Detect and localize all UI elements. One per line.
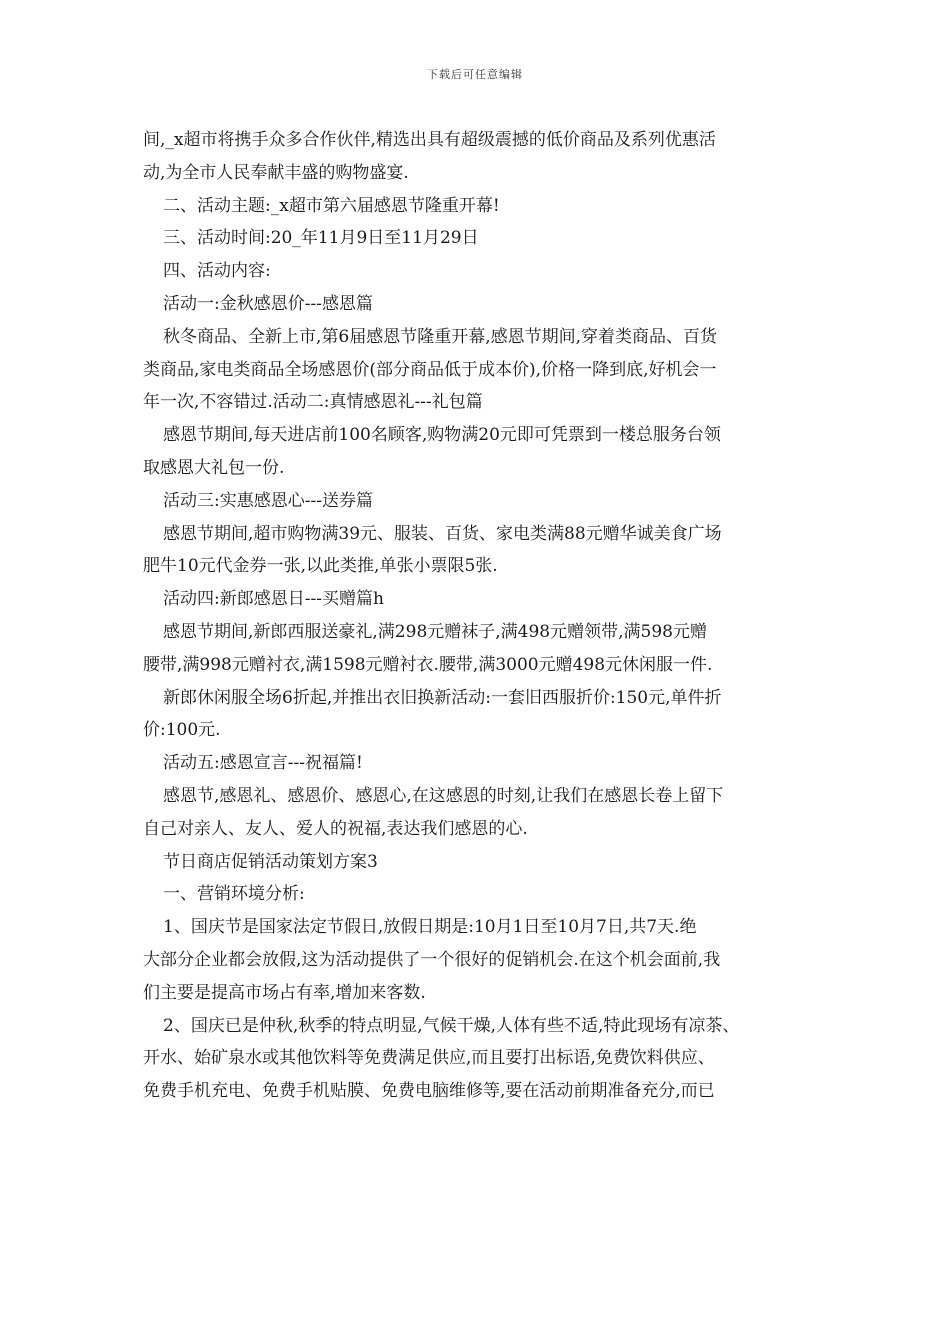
text-line: 三、活动时间:20_年11月9日至11月29日 xyxy=(163,228,479,249)
text-line: 秋冬商品、全新上市,第6届感恩节隆重开幕,感恩节期间,穿着类商品、百货 xyxy=(163,326,718,347)
text-line: 免费手机充电、免费手机贴膜、免费电脑维修等,要在活动前期准备充分,而已 xyxy=(143,1081,715,1102)
document-body xyxy=(143,124,819,1108)
text-line: 感恩节期间,每天进店前100名顾客,购物满20元即可凭票到一楼总服务台领 xyxy=(163,425,721,446)
text-line: 类商品,家电类商品全场感恩价(部分商品低于成本价),价格一降到底,好机会一 xyxy=(143,359,717,380)
text-line: 腰带,满998元赠衬衣,满1598元赠衬衣.腰带,满3000元赠498元休闲服一件. xyxy=(143,654,713,675)
text-line: 感恩节期间,超市购物满39元、服装、百货、家电类满88元赠华诚美食广场 xyxy=(163,523,722,544)
text-line: 四、活动内容: xyxy=(163,261,271,282)
page-header-note: 下载后可任意编辑 xyxy=(427,68,523,81)
text-line: 自己对亲人、友人、爱人的祝福,表达我们感恩的心. xyxy=(143,818,528,839)
text-line: 新郎休闲服全场6折起,并推出衣旧换新活动:一套旧西服折价:150元,单件折 xyxy=(163,687,722,708)
text-line: 二、活动主题:_x超市第六届感恩节隆重开幕! xyxy=(163,195,500,216)
text-line: 2、国庆已是仲秋,秋季的特点明显,气候干燥,人体有些不适,特此现场有凉茶、 xyxy=(163,1015,740,1036)
text-line: 肥牛10元代金券一张,以此类推,单张小票限5张. xyxy=(143,556,498,577)
text-line: 开水、始矿泉水或其他饮料等免费满足供应,而且要打出标语,免费饮料供应、 xyxy=(143,1048,715,1069)
text-line: 年一次,不容错过.活动二:真情感恩礼---礼包篇 xyxy=(143,392,483,413)
text-line: 感恩节期间,新郎西服送豪礼,满298元赠袜子,满498元赠领带,满598元赠 xyxy=(163,621,707,642)
text-line: 价:100元. xyxy=(143,720,221,741)
text-line: 节日商店促销活动策划方案3 xyxy=(163,851,378,872)
text-line: 活动四:新郎感恩日---买赠篇h xyxy=(163,589,384,610)
text-line: 活动三:实惠感恩心---送券篇 xyxy=(163,490,373,511)
text-line: 们主要是提高市场占有率,增加来客数. xyxy=(143,982,426,1003)
text-line: 动,为全市人民奉献丰盛的购物盛宴. xyxy=(143,162,409,183)
text-line: 大部分企业都会放假,这为活动提供了一个很好的促销机会.在这个机会面前,我 xyxy=(143,949,721,970)
text-line: 一、营销环境分析: xyxy=(163,884,305,905)
text-line: 间,_x超市将携手众多合作伙伴,精选出具有超级震撼的低价商品及系列优惠活 xyxy=(143,130,716,150)
text-line: 活动五:感恩宣言---祝福篇! xyxy=(163,753,363,774)
text-line: 活动一:金秋感恩价---感恩篇 xyxy=(163,293,373,314)
text-line: 感恩节,感恩礼、感恩价、感恩心,在这感恩的时刻,让我们在感恩长卷上留下 xyxy=(163,785,724,806)
text-line: 1、国庆节是国家法定节假日,放假日期是:10月1日至10月7日,共7天.绝 xyxy=(163,917,697,938)
text-line: 取感恩大礼包一份. xyxy=(143,457,285,478)
